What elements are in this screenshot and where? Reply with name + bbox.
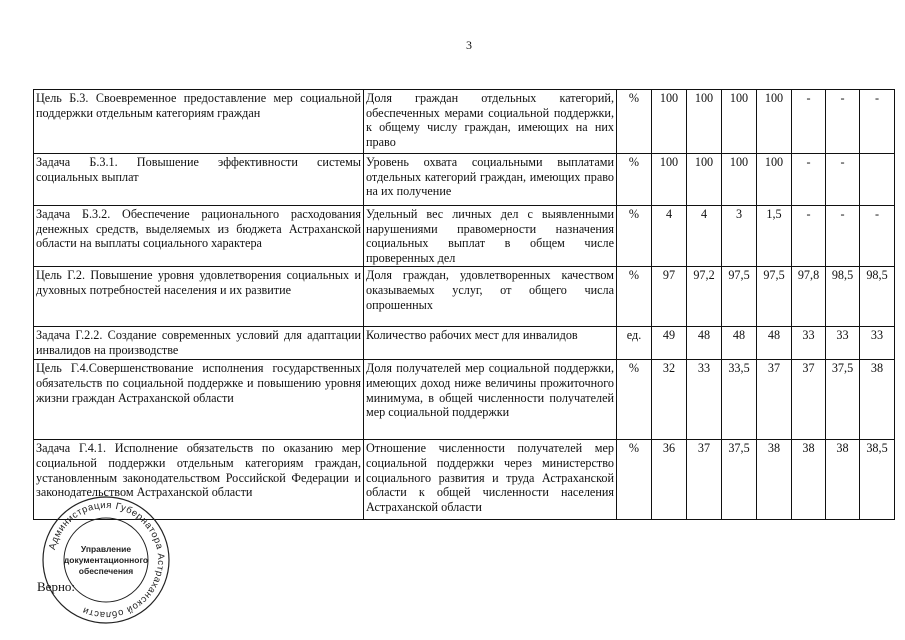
unit-cell: % [617,206,652,267]
stamp-center-text: обеспечения [78,566,134,576]
table-row [34,206,895,267]
table-row [34,267,895,327]
table-row [34,360,895,440]
value-cell: 100 [757,90,792,154]
value-cell: 33,5 [722,360,757,440]
value-cell: 33 [860,327,895,360]
value-cell: 1,5 [757,206,792,267]
indicator-cell: Доля граждан отдельных категорий, обеспеченных мерами социальной поддержки, к общему числу граждан, имеющих на них право [364,90,617,154]
value-cell: 32 [652,360,687,440]
value-cell: 100 [652,90,687,154]
value-cell: 48 [757,327,792,360]
page-number: 3 [466,38,472,52]
value-cell: 48 [687,327,722,360]
value-cell: 37 [757,360,792,440]
value-cell: 100 [722,90,757,154]
unit-cell: % [617,267,652,327]
value-cell [860,154,895,206]
value-cell: 33 [792,327,826,360]
stamp-center-text: Управление [80,544,132,554]
table-row [34,327,895,360]
goal-cell: Задача Г.2.2. Создание современных условий для адаптации инвалидов на производстве [34,327,364,360]
unit-cell: % [617,440,652,520]
table-row [34,90,895,154]
value-cell: 36 [652,440,687,520]
value-cell: 38 [757,440,792,520]
value-cell: 97,5 [722,267,757,327]
table-row [34,154,895,206]
value-cell: 100 [722,154,757,206]
value-cell: - [826,154,860,206]
stamp-ring-text: Администрация Губернатора Астраханской области [47,499,167,621]
value-cell: 4 [652,206,687,267]
value-cell: 100 [687,154,722,206]
unit-cell: % [617,90,652,154]
value-cell: 38 [792,440,826,520]
value-cell: 37 [792,360,826,440]
value-cell: 98,5 [860,267,895,327]
value-cell: 37,5 [722,440,757,520]
value-cell: 100 [757,154,792,206]
stamp-center-text: документационного [63,555,149,565]
indicator-cell: Отношение численности получателей мер социальной поддержки через министерство социального развития и труда Астраханской области к общей численности населения Астраханской области [364,440,617,520]
value-cell: 97,2 [687,267,722,327]
unit-cell: % [617,360,652,440]
value-cell: 97 [652,267,687,327]
goal-cell: Цель Б.3. Своевременное предоставление мер социальной поддержки отдельным категориям граждан [34,90,364,154]
value-cell: 37 [687,440,722,520]
value-cell: 98,5 [826,267,860,327]
value-cell: 38,5 [860,440,895,520]
value-cell: 97,5 [757,267,792,327]
value-cell: 37,5 [826,360,860,440]
value-cell: - [860,206,895,267]
goal-cell: Задача Б.3.1. Повышение эффективности системы социальных выплат [34,154,364,206]
value-cell: 33 [826,327,860,360]
value-cell: - [792,90,826,154]
value-cell: 38 [860,360,895,440]
value-cell: 49 [652,327,687,360]
signature-label: Верно: [37,579,76,594]
value-cell: - [792,206,826,267]
value-cell: - [826,90,860,154]
indicator-cell: Уровень охвата социальными выплатами отдельных категорий граждан, имеющих право на их получение [364,154,617,206]
indicator-cell: Удельный вес личных дел с выявленными нарушениями правомерности назначения социальных выплат в общем числе проверенных дел [364,206,617,267]
value-cell: - [860,90,895,154]
value-cell: 100 [652,154,687,206]
unit-cell: ед. [617,327,652,360]
goal-cell: Цель Г.2. Повышение уровня удовлетворения социальных и духовных потребностей населения и их развитие [34,267,364,327]
value-cell: 4 [687,206,722,267]
value-cell: 33 [687,360,722,440]
stamp-seal [40,494,172,626]
value-cell: - [792,154,826,206]
value-cell: - [826,206,860,267]
value-cell: 3 [722,206,757,267]
value-cell: 100 [687,90,722,154]
unit-cell: % [617,154,652,206]
indicator-cell: Доля получателей мер социальной поддержки, имеющих доход ниже величины прожиточного минимума, в общей численности получателей мер социальной поддержки [364,360,617,440]
value-cell: 38 [826,440,860,520]
value-cell: 97,8 [792,267,826,327]
value-cell: 48 [722,327,757,360]
goal-cell: Цель Г.4.Совершенствование исполнения государственных обязательств по социальной поддержке и повышению уровня жизни граждан Астраханской области [34,360,364,440]
goal-cell: Задача Г.4.1. Исполнение обязательств по оказанию мер социальной поддержки отдельным категориям граждан, установленным законодательством Российской Федерации и законодательством Астраханской области [34,440,364,520]
goal-cell: Задача Б.3.2. Обеспечение рационального расходования денежных средств, выделяемых из бюджета Астраханской области на выплаты социального характера [34,206,364,267]
indicators-table [33,89,895,520]
indicator-cell: Доля граждан, удовлетворенных качеством оказываемых услуг, от общего числа опрошенных [364,267,617,327]
indicator-cell: Количество рабочих мест для инвалидов [364,327,617,360]
